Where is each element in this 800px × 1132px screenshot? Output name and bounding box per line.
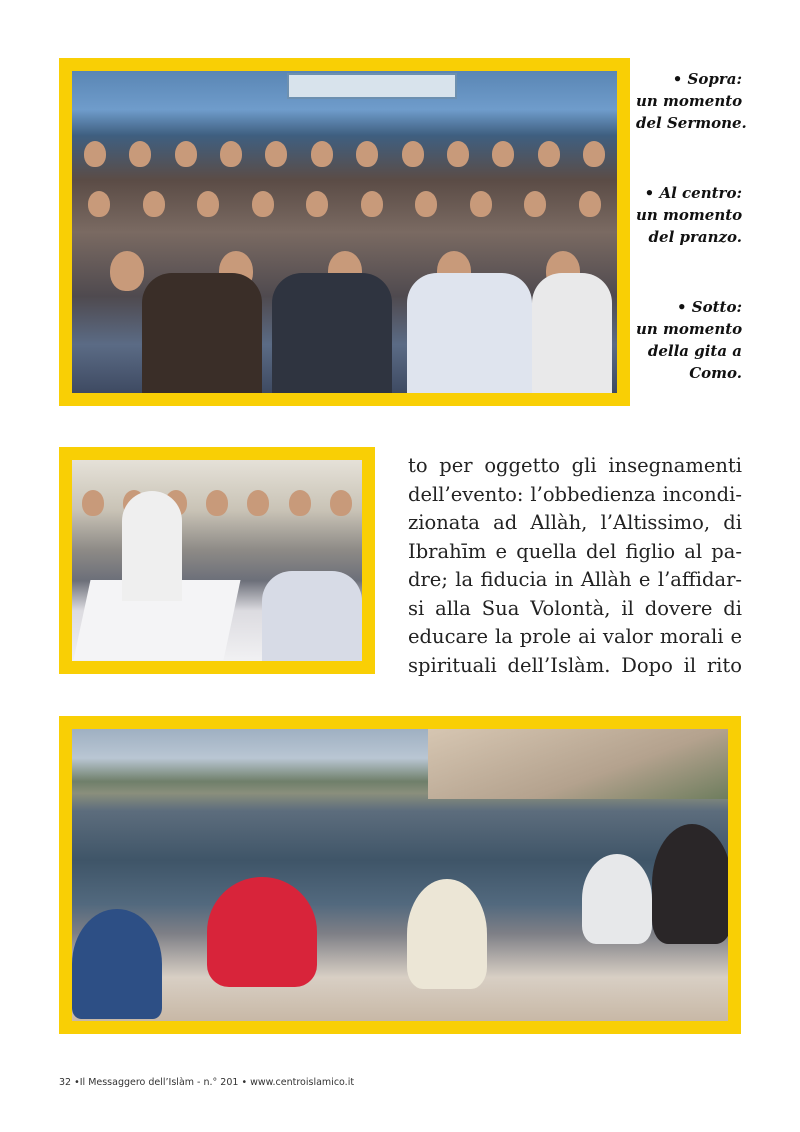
caption-center: • Al centro: un momento del pranzo. (636, 184, 743, 246)
body-line: zionata ad Allàh, l’Altissimo, di (408, 511, 742, 534)
body-line: spirituali dell’Islàm. Dopo il rito (408, 653, 742, 677)
article-body-text (408, 452, 742, 680)
photo-frame-como (59, 716, 741, 1034)
photo-frame-sermon (59, 58, 630, 406)
body-line: to per oggetto gli insegnamenti (408, 454, 742, 477)
lakeside-town (428, 729, 728, 799)
photo-como-trip (72, 729, 728, 1021)
body-line: Ibrahīm e quella del figlio al pa- (408, 539, 742, 563)
caption-top: • Sopra: un momento del Sermone. (636, 70, 747, 132)
body-line: educare la prole ai valor morali e (408, 625, 742, 648)
body-line: dell’evento: l’obbedienza incondi- (408, 482, 742, 506)
website-link[interactable]: www.centroislamico.it (250, 1077, 355, 1088)
mosque-banner (287, 73, 457, 99)
body-line: si alla Sua Volontà, il dovere di (408, 596, 742, 620)
photo-frame-lunch (59, 447, 375, 674)
photo-sermon (72, 71, 617, 393)
caption-bottom: • Sotto: un momento della gita a Como. (636, 298, 743, 382)
photo-captions (636, 68, 747, 432)
body-line: dre; la fiducia in Allàh e l’affidar- (408, 568, 742, 591)
publication-name: •Il Messaggero dell’Islàm - n.° 201 • (74, 1077, 248, 1088)
photo-lunch (72, 460, 362, 661)
page-footer (59, 1077, 354, 1088)
page-number: 32 (59, 1077, 72, 1088)
